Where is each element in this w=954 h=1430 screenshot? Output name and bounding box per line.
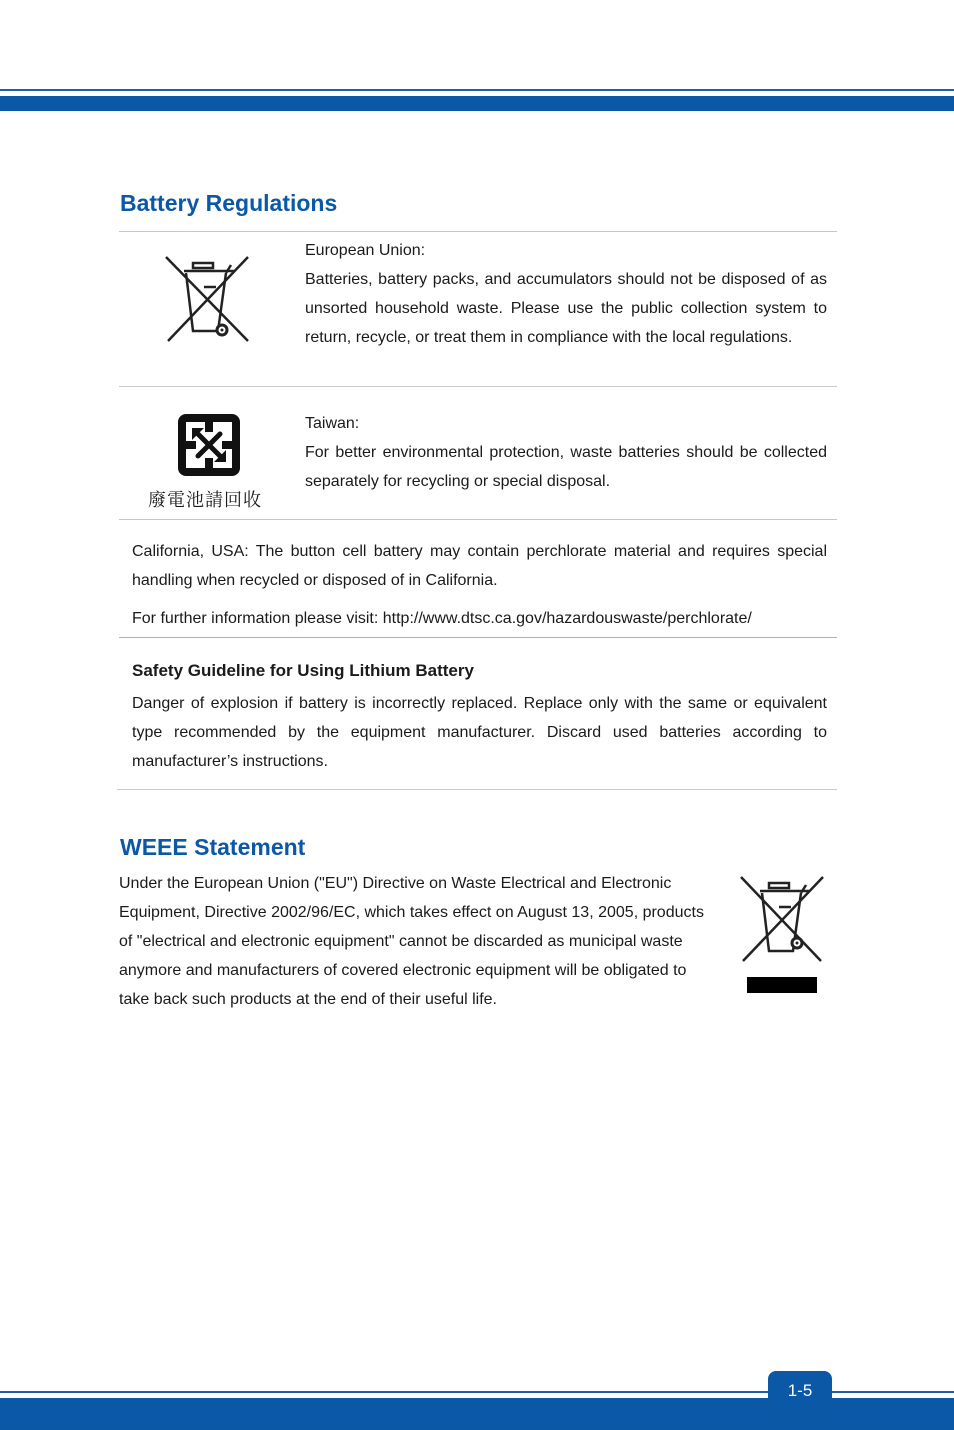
california-info xyxy=(132,604,827,633)
page-number: 1-5 xyxy=(768,1371,832,1411)
crossed-out-wheelie-bin-icon xyxy=(164,255,252,343)
weee-body: Under the European Union ("EU") Directive on Waste Electrical and Electronic Equipment, Directive 2002/96/EC, which takes effect on August 13, 2005, products of "electrical and electronic equipment" cannot be discarded as municipal waste anymore and manufacturers of covered electronic equipment will be obligated to take back such products at the end of their useful life. xyxy=(119,875,704,1008)
safety-body: Danger of explosion if battery is incorrectly replaced. Replace only with the same or equivalent type recommended by the equipment manufacturer. Discard used batteries according to manufacturer’s instructions. xyxy=(132,695,827,770)
weee-crossed-bin-icon xyxy=(739,875,827,995)
california-info-link: For further information please visit: http://www.dtsc.ca.gov/hazardouswaste/perchlorate/ xyxy=(132,610,752,627)
taiwan-text xyxy=(305,409,827,496)
eu-body: Batteries, battery packs, and accumulators should not be disposed of as unsorted household waste. Please use the public collection system to return, recycle, or treat them in compliance with the local regulations. xyxy=(305,271,827,346)
header-bar xyxy=(0,96,954,111)
weee-title: WEEE Statement xyxy=(120,834,306,860)
taiwan-heading: Taiwan: xyxy=(305,415,360,432)
battery-regulations-title: Battery Regulations xyxy=(120,190,338,216)
taiwan-recycle-label: 廢電池請回收 xyxy=(148,490,262,511)
divider xyxy=(117,789,837,790)
eu-heading: European Union: xyxy=(305,242,426,259)
safety-text xyxy=(132,689,827,776)
safety-heading: Safety Guideline for Using Lithium Battery xyxy=(132,661,474,680)
divider xyxy=(119,231,837,232)
divider xyxy=(119,637,837,638)
weee-text xyxy=(119,869,709,1014)
taiwan-body: For better environmental protection, waste batteries should be collected separately for recycling or special disposal. xyxy=(305,444,827,490)
california-body: California, USA: The button cell battery may contain perchlorate material and requires special handling when recycled or disposed of in California. xyxy=(132,543,827,589)
header-rule-thin xyxy=(0,89,954,91)
taiwan-recycle-icon xyxy=(178,414,240,476)
divider xyxy=(119,519,837,520)
california-text xyxy=(132,537,827,595)
eu-text xyxy=(305,236,827,352)
divider xyxy=(119,386,837,387)
